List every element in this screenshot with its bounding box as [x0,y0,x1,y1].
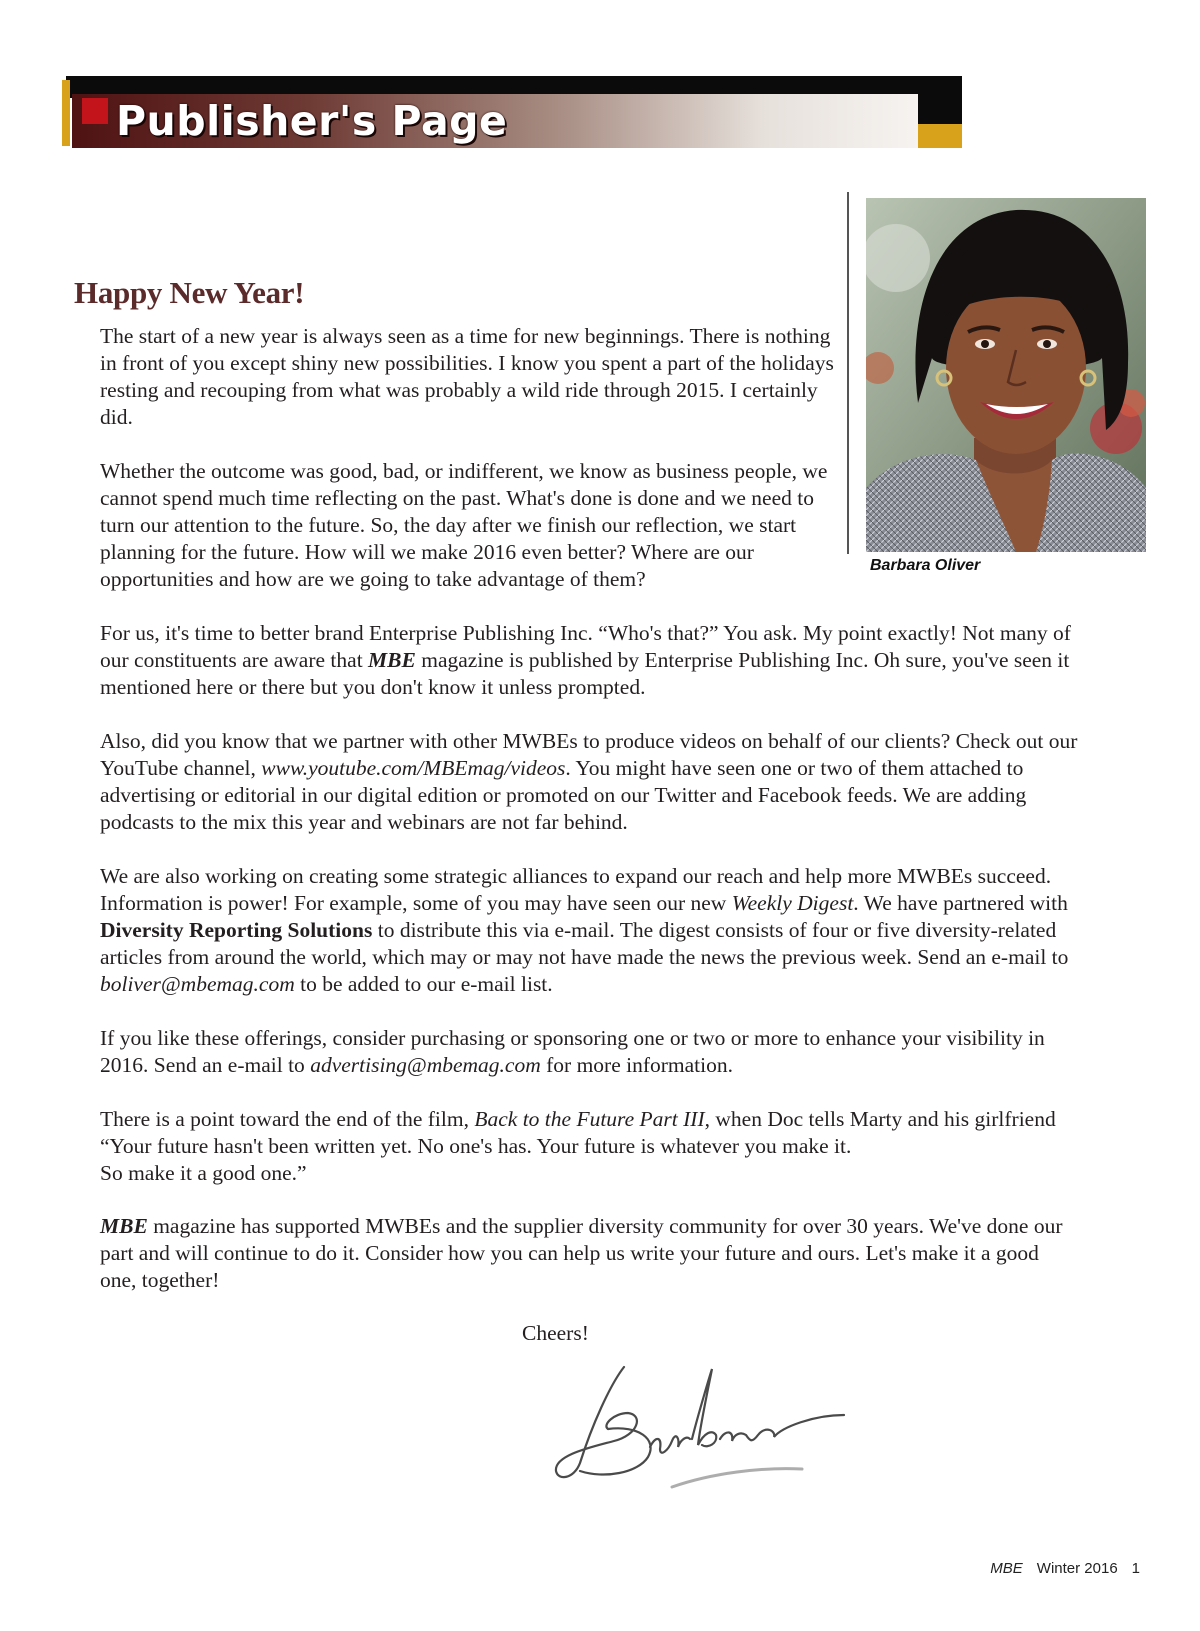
paragraph-7: There is a point toward the end of the film, Back to the Future Part III, when Doc tells Marty and his girlfriend “Your future hasn't been written yet. No one's has. Your future is whatever you make it. So make it a good one.” [100,1107,1056,1185]
partner-name: Diversity Reporting Solutions [100,918,373,942]
paragraph-6: If you like these offerings, consider purchasing or sponsoring one or two or more to enhance your visibility in 2016. Send an e-mail to advertising@mbemag.com for more information. [100,1026,1045,1077]
weekly-digest-title: Weekly Digest [731,891,854,915]
article-heading: Happy New Year! [74,275,305,310]
youtube-link: www.youtube.com/MBEmag/videos [261,756,566,780]
paragraph-2: Whether the outcome was good, bad, or indifferent, we know as business people, we cannot spend much time reflecting on the past. What's done is done and we need to turn our attention to the future. So, the day after we finish our reflection, we start planning for the future. How will we make 2016 even better? Where are our opportunities and how are we going to take advantage of them? [100,459,828,591]
banner-red-square [82,98,108,124]
photo-caption: Barbara Oliver [870,557,981,574]
page-banner [62,76,962,148]
footer-magazine: MBE [990,1560,1023,1577]
paragraph-3: For us, it's time to better brand Enterprise Publishing Inc. “Who's that?” You ask. My point exactly! Not many of our constituents are aware that MBE magazine is published by Enterprise Publishing Inc. Oh sure, you've seen it mentioned here or there but you don't know it unless prompted. [100,621,1071,699]
contact-email: boliver@mbemag.com [100,972,295,996]
paragraph-8: MBE magazine has supported MWBEs and the supplier diversity community for over 30 years. We've done our part and will continue to do it. Consider how you can help us write your future and ours. Let's make it a good one, together! [100,1214,1063,1292]
paragraph-1: The start of a new year is always seen as a time for new beginnings. There is nothing in front of you except shiny new possibilities. I know you spent a part of the holidays resting and recouping from what was probably a wild ride through 2015. I certainly did. [100,324,834,429]
closing-text: Cheers! [522,1321,589,1345]
photo-divider [847,192,849,554]
signature-image [552,1355,882,1495]
paragraph-5: We are also working on creating some strategic alliances to expand our reach and help more MWBEs succeed. Information is power! For example, some of you may have seen our new Weekly Digest. We have partnered with Diversity Reporting Solutions to distribute this via e-mail. The digest consists of four or five diversity-related articles from around the world, which may or may not have made the news the previous week. Send an e-mail to boliver@mbemag.com to be added to our e-mail list. [100,864,1069,996]
banner-gold-block [918,124,962,148]
mbe-mention: MBE [100,1214,148,1238]
page-title: Publisher's Page [116,97,508,145]
publisher-photo [866,198,1146,552]
footer-issue: Winter 2016 [1036,1560,1118,1577]
paragraph-4: Also, did you know that we partner with other MWBEs to produce videos on behalf of our clients? Check out our YouTube channel, www.youtube.com/MBEmag/videos. You might have seen one or two of them attached to advertising or editorial in our digital edition or promoted on our Twitter and Facebook feeds. We are adding podcasts to the mix this year and webinars are not far behind. [100,729,1078,834]
film-title: Back to the Future Part III [474,1107,705,1131]
page-number: 1 [1131,1560,1140,1577]
banner-black-block [918,76,962,124]
page-footer [990,1560,1140,1577]
mbe-mention: MBE [368,648,416,672]
advertising-email: advertising@mbemag.com [310,1053,541,1077]
banner-gold-edge [62,80,70,146]
